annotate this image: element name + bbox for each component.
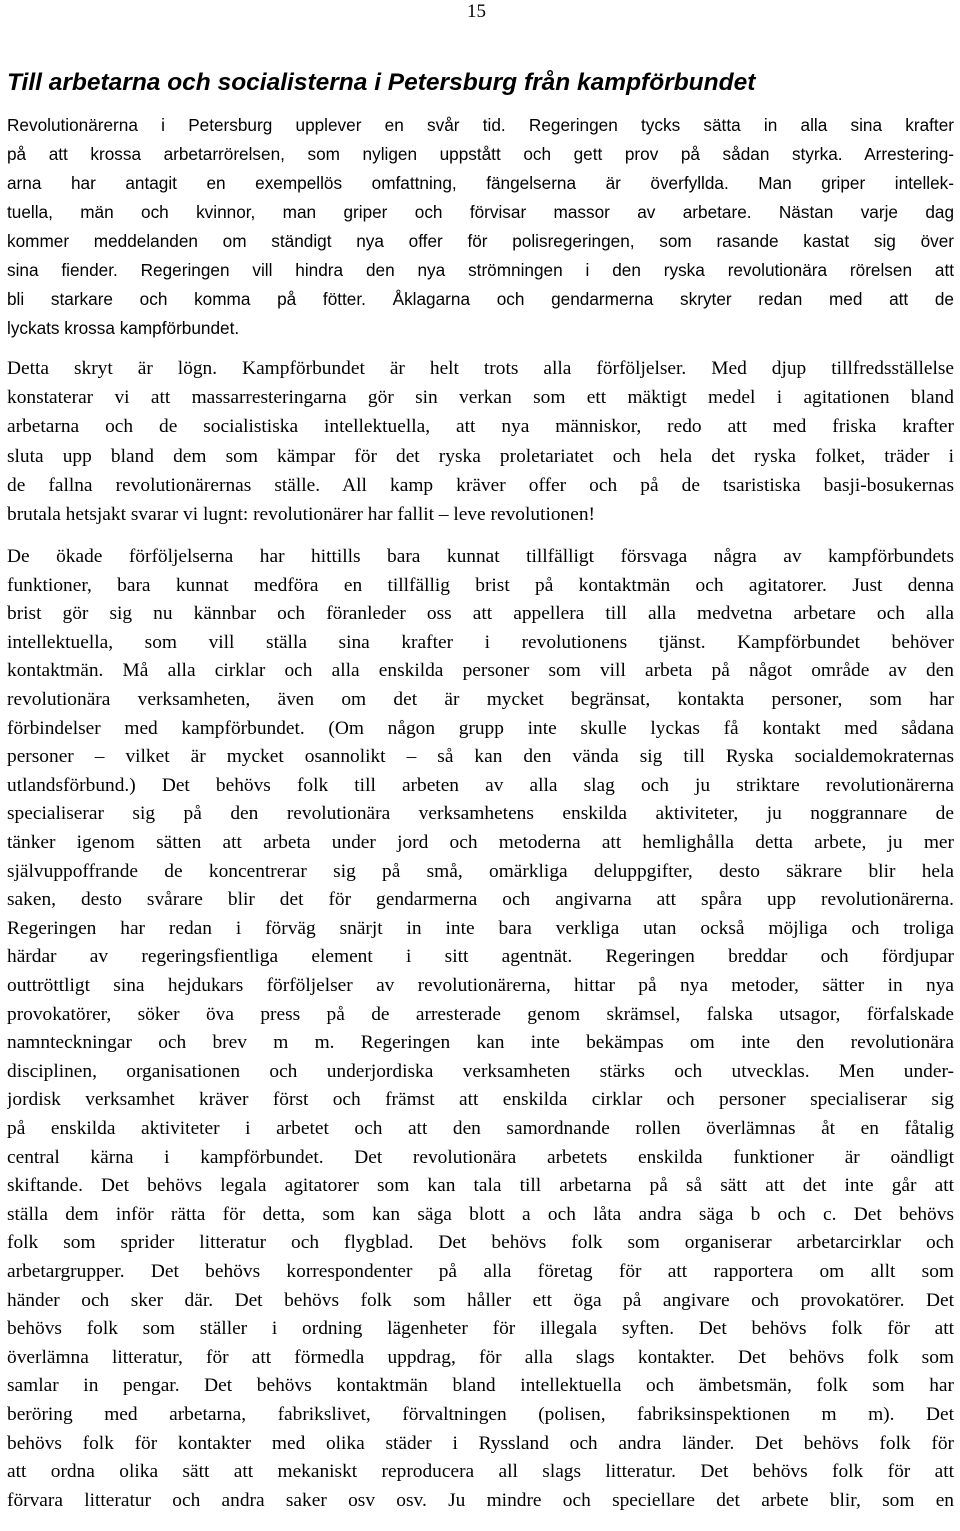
text-line: sina fiender. Regeringen vill hindra den nya strömningen i den ryska revolutionära rörelsen att [7, 260, 954, 280]
text-line: central kärna i kampförbundet. Det revolutionära arbetets enskilda funktioner är oändligt [7, 1146, 954, 1168]
text-line: revolutionära verksamheten, även om det är mycket begränsat, kontakta personer, som har [7, 689, 954, 710]
text-line: på enskilda aktiviteter i arbetet och att den samordnande rollen överlämnas åt en fåtalig [7, 1118, 954, 1139]
text-line: självuppoffrande de koncentrerar sig på små, omärkliga deluppgifter, desto säkrare blir hela [7, 860, 954, 882]
text-line: händer och sker där. Det behövs folk som håller ett öga på angivare och provokatörer. Det [7, 1289, 954, 1311]
text-line: överlämna litteratur, för att förmedla uppdrag, för alla slags kontakter. Det behövs folk som [7, 1346, 954, 1368]
text-line: kommer meddelanden om ständigt nya offer för polisregeringen, som rasande kastat sig över [7, 231, 954, 251]
text-line: tuella, män och kvinnor, man griper och förvisar massor av arbetare. Nästan varje dag [7, 202, 954, 222]
text-line: brist gör sig nu kännbar och föranleder oss att appellera till alla medvetna arbetare och alla [7, 603, 954, 625]
text-line: utlandsförbund.) Det behövs folk till arbeten av alla slag och ju striktare revolutionärerna [7, 774, 954, 796]
text-line: funktioner, bara kunnat medföra en tillfällig brist på kontaktmän och agitatorer. Just denna [7, 574, 954, 596]
text-line: ställa dem inför rätta för detta, som kan säga blott a och låta andra säga b och c. Det behövs [7, 1203, 954, 1225]
text-line: de fallna revolutionärernas ställe. All kamp kräver offer och på de tsaristiska basji-bosukernas [7, 474, 954, 496]
text-line: specialiserar sig på den revolutionära verksamhetens enskilda aktiviteter, ju noggrannare de [7, 803, 954, 825]
text-line: bli starkare och komma på fötter. Åklagarna och gendarmerna skryter redan med att de [7, 289, 954, 309]
text-line: outtröttligt sina hejdukars förföljelser av revolutionärerna, hittar på nya metoder, sätter in nya [7, 975, 954, 996]
text-line: på att krossa arbetarrörelsen, som nyligen uppstått och gett prov på sådan styrka. Arrestering- [7, 144, 954, 164]
text-line: behövs folk för kontakter med olika städer i Ryssland och andra länder. Det behövs folk för [7, 1432, 954, 1454]
text-line: folk som sprider litteratur och flygblad. Det behövs folk som organiserar arbetarcirklar och [7, 1232, 954, 1254]
text-line: brutala hetsjakt svarar vi lugnt: revolutionärer har fallit – leve revolutionen! [7, 504, 595, 525]
text-line: saken, desto svårare blir det för gendarmerna och angivarna att spåra upp revolutionärerna. [7, 889, 954, 911]
text-line: förvara litteratur och andra saker osv osv. Ju mindre och speciellare det arbete blir, som en [7, 1489, 954, 1511]
text-line: tänker igenom sätten att arbeta under jord och metoderna att hemlighålla detta arbete, ju mer [7, 832, 954, 853]
text-line: samlar in pengar. Det behövs kontaktmän bland intellektuella och ämbetsmän, folk som har [7, 1375, 954, 1397]
text-line: härdar av regeringsfientliga element i sitt agentnät. Regeringen breddar och fördjupar [7, 946, 954, 968]
text-line: förbindelser med kampförbundet. (Om någon grupp inte skulle lyckas få kontakt med sådana [7, 717, 954, 739]
document-title: Till arbetarna och socialisterna i Petersburg från kampförbundet [7, 69, 756, 96]
text-line: jordisk verksamhet kräver först och främst att enskilda cirklar och personer specialiserar sig [7, 1089, 954, 1111]
text-line: att ordna olika sätt att mekaniskt reproducera all slags litteratur. Det behövs folk för att [7, 1461, 954, 1483]
text-line: kontaktmän. Må alla cirklar och alla enskilda personer som vill arbeta på något område av den [7, 660, 954, 682]
text-line: personer – vilket är mycket osannolikt – så kan den vända sig till Ryska socialdemokraternas [7, 746, 954, 768]
text-line: konstaterar vi att massarresteringarna gör sin verkan som ett mäktigt medel i agitationen bland [7, 387, 954, 409]
text-line: De ökade förföljelserna har hittills bara kunnat tillfälligt försvaga några av kampförbundets [7, 546, 954, 567]
text-line: arbetargrupper. Det behövs korrespondenter på alla företag för att rapportera om allt som [7, 1261, 954, 1282]
text-line: Regeringen har redan i förväg snärjt in inte bara verkliga utan också möjliga och troliga [7, 917, 954, 939]
text-line: provokatörer, söker öva press på de arresterade genom skrämsel, falska utsagor, förfalskade [7, 1003, 954, 1025]
page-number: 15 [467, 1, 486, 22]
text-line: intellektuella, som vill ställa sina krafter i revolutionens tjänst. Kampförbundet behöver [7, 631, 954, 653]
text-line: skiftande. Det behövs legala agitatorer som kan tala till arbetarna på så sätt att det inte går att [7, 1175, 954, 1197]
text-line: behövs folk som ställer i ordning lägenheter för illegala syften. Det behövs folk för att [7, 1318, 954, 1340]
text-line: Detta skryt är lögn. Kampförbundet är helt trots alla förföljelser. Med djup tillfredsställelse [7, 358, 954, 379]
text-line: namnteckningar och brev m m. Regeringen kan inte bekämpas om inte den revolutionära [7, 1032, 954, 1054]
text-line: Revolutionärerna i Petersburg upplever en svår tid. Regeringen tycks sätta in alla sina krafter [7, 115, 954, 135]
text-line: arna har antagit en exempellös omfattning, fängelserna är överfyllda. Man griper intellek- [7, 173, 954, 193]
text-line: disciplinen, organisationen och underjordiska verksamheten stärks och utvecklas. Men under- [7, 1060, 954, 1082]
text-line: beröring med arbetarna, fabrikslivet, förvaltningen (polisen, fabriksinspektionen m m). Det [7, 1404, 954, 1425]
text-line: lyckats krossa kampförbundet. [7, 318, 240, 338]
text-line: sluta upp bland dem som kämpar för det ryska proletariatet och hela det ryska folket, träder i [7, 445, 954, 467]
text-line: arbetarna och de socialistiska intellektuella, att nya människor, redo att med friska krafter [7, 416, 954, 438]
